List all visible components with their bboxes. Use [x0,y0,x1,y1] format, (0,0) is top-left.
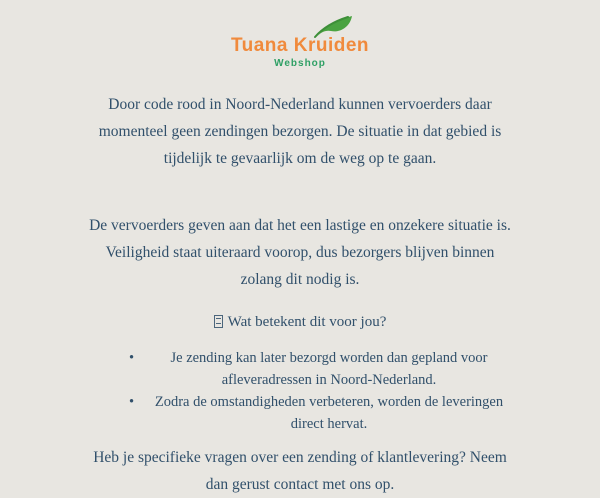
bullet-list [85,347,515,435]
paragraph-vervoerders: De vervoerders geven aan dat het een lastige en onzekere situatie is. Veiligheid staat uiteraard voorop, dus bezorgers blijven binnen zolang dit nodig is. [89,216,511,288]
missing-glyph-icon [214,315,223,328]
shop-logo [190,12,410,69]
paragraph-code-rood: Door code rood in Noord-Nederland kunnen vervoerders daar momenteel geen zendingen bezorgen. De situatie in dat gebied is tijdelijk te gevaarlijk om de weg op te gaan. [98,95,502,167]
list-item: • Zodra de omstandigheden verbeteren, worden de leveringen direct hervat. [143,391,515,435]
logo-subtitle: Webshop [274,57,326,69]
heading-wat-betekent [85,312,515,332]
closing-paragraph: Heb je specifieke vragen over een zending of klantlevering? Neem dan gerust contact met ons op. [93,448,507,493]
logo-title: Tuana Kruiden [230,35,370,56]
notice-body [85,91,515,498]
list-item: • Je zending kan later bezorgd worden dan gepland voor afleveradressen in Noord-Nederland. [143,347,515,391]
heading-text: Wat betekent dit voor jou? [227,313,387,330]
